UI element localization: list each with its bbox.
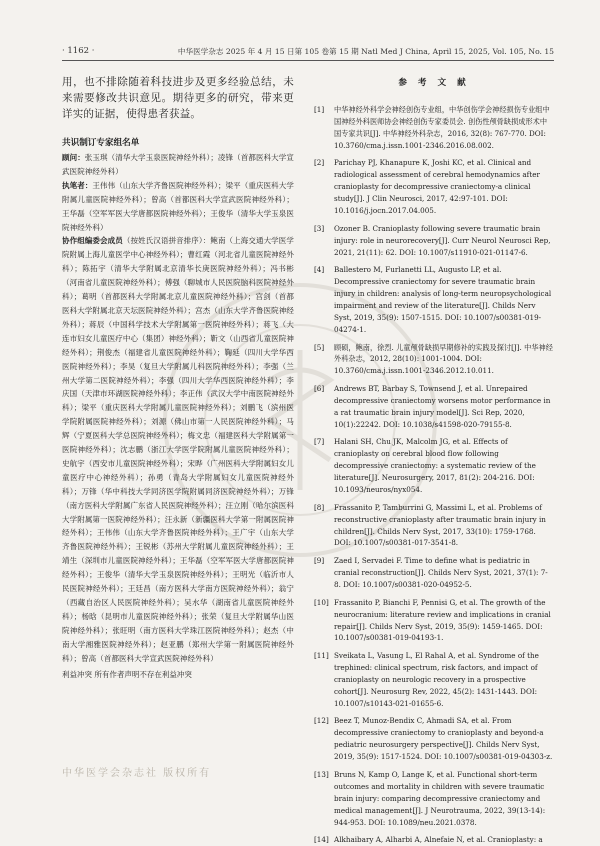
reference-number: [12] <box>314 716 329 726</box>
reference-item <box>314 502 554 550</box>
reference-item <box>314 555 554 591</box>
writer-list <box>62 179 294 235</box>
reference-item <box>314 436 554 496</box>
reference-text: Alkhaibary A, Alharbi A, Alnefaie N, et al. Cranioplasty: a <box>334 835 543 845</box>
reference-item <box>314 715 554 763</box>
references-column <box>314 74 554 845</box>
writer-names: 王伟伟（山东大学齐鲁医院神经外科）；梁平（重庆医科大学附属儿童医院神经外科）；曾高（首都医科大学宣武医院神经外科）；王华磊（空军军医大学唐都医院神经外科）；王俊华（清华大学玉泉医院神经外科） <box>62 180 294 232</box>
reference-number: [4] <box>314 265 325 275</box>
reference-text: Frassanito P, Tamburrini G, Massimi L, et al. Problems of reconstructive cranioplasty after traumatic brain injury in children[J]. Childs Nerv Syst, 2017, 33(10): 1759-1768. DOI: 10.1007/s00381-017-3541-8. <box>334 502 546 548</box>
reference-text: 顾硕，鲍南，徐烈. 儿童颅骨缺损早期修补的实践及探讨[J]. 中华神经外科杂志，2012, 28(10): 1001-1004. DOI: 10.3760/cma.j.issn.1001-2346.2012.10.011. <box>334 342 553 376</box>
reference-number: [5] <box>314 342 325 352</box>
reference-item <box>314 157 554 217</box>
writer-role-label: 执笔者： <box>62 180 93 190</box>
expert-group-title: 共识制订专家组名单 <box>62 138 140 148</box>
reference-number: [8] <box>314 502 325 512</box>
reference-number: [1] <box>314 105 325 114</box>
expert-list <box>62 151 294 179</box>
advisor-role-label: 顾问： <box>62 153 85 162</box>
reference-item <box>314 223 554 259</box>
reference-item <box>314 342 554 378</box>
reference-item <box>314 769 554 829</box>
reference-text: Bruns N, Kamp O, Lange K, et al. Functional short-term outcomes and mortality in children with severe traumatic brain injury: comparing decompressive craniectomy and medical management[J]. J Neurotrauma, 2022, 39(13-14): 944-953. DOI: 10.1089/neu.2021.0378. <box>334 769 546 827</box>
reference-text: Ballestero M, Furlanetti LL, Augusto LP, et al. Decompressive craniectomy for severe traumatic brain injury in children: analysis of long-term neuropsychological impairment and review of the literature[J]. Childs Nerv Syst, 2019, 35(9): 1507-1515. DOI: 10.1007/s00381-019-04274-1. <box>334 265 552 334</box>
references-title: 参 考 文 献 <box>398 78 470 88</box>
reference-item <box>314 597 554 645</box>
reference-text: Parichay PJ, Khanapure K, Joshi KC, et al. Clinical and radiological assessment of cerebral hemodynamics after cranioplasty for decompressive craniectomy-a clinical study[J]. J Clin Neurosci, 2017, 42:97-101. DOI: 10.1016/j.jocn.2017.04.005. <box>334 158 540 216</box>
reference-number: [13] <box>314 769 329 779</box>
reference-text: 中华神经外科学会神经创伤专业组，中华创伤学会神经损伤专业组中国神经外科医师协会神经创伤专家委员会. 创伤性颅骨缺损成形术中国专家共识[J]. 中华神经外科杂志，2016, 32(8): 767-770. DOI: 10.3760/cma.j.issn.1001-2346.2016.08.002. <box>334 105 550 150</box>
page-number: · 1162 · <box>62 46 95 56</box>
reference-item <box>314 834 554 846</box>
reference-text: Zaed I, Servadei F. Time to define what is pediatric in cranial reconstruction[J]. Childs Nerv Syst, 2021, 37(1): 7-8. DOI: 10.1007/s00381-020-04952-5. <box>334 556 548 589</box>
reference-number: [11] <box>314 651 329 661</box>
reference-item <box>314 264 554 335</box>
reference-number: [6] <box>314 384 325 394</box>
reference-list <box>314 104 554 846</box>
reference-item <box>314 383 554 431</box>
reference-text: Ozoner B. Cranioplasty following severe traumatic brain injury: role in neurorecovery[J]. Curr Neurol Neurosci Rep, 2021, 21(11): 62. DOI: 10.1007/s11910-021-01147-6. <box>334 223 551 257</box>
closing-paragraph: 用，也不排除随着科技进步及更多经验总结，未来需要修改共识意见。期待更多的研究，带来更详实的证据，使得患者获益。 <box>62 76 294 120</box>
member-role-label: 协作组编委会成员 <box>62 236 123 246</box>
member-names: （按姓氏汉语拼音排序）：鲍南（上海交通大学医学院附属上海儿童医学中心神经外科）；曹红霞（河北省儿童医院神经外科）；陈拓宇（清华大学附属北京清华长庚医院神经外科）；冯书彬（河南省儿童医院神经外科）；傅强（聊城市人民医院脑科医院神经外科）；葛明（首都医科大学附属北京儿童医院神经外科）；宫剑（首都医科大学附属北京天坛医院神经外科）；宫杰（山东大学齐鲁医院神经外科）；蒋辰（中国科学技术大学附属第一医院神经外科）；蒋飞（大连市妇女儿童医疗中心（集团）神经外科）；靳文（山西省儿童医院神经外科）；荆俊杰（福建省儿童医院神经外科）；鞠延（四川大学华西医院神经外科）；李昊（复旦大学附属儿科医院神经外科）；李强（兰州大学第二医院神经外科）；李强（四川大学华西医院神经外科）；李庆国（天津市环湖医院神经外科）；李正伟（武汉大学中南医院神经外科）；梁平（重庆医科大学附属儿童医院神经外科）；刘鹏飞（滨州医学院附属医院神经外科）；刘源（佛山市第一人民医院神经外科）；马辉（宁夏医科大学总医院神经外科）；梅文忠（福建医科大学附属第一医院神经外科）；沈志鹏（浙江大学医学院附属儿童医院神经外科）；史航宇（西安市儿童医院神经外科）；宋晔（广州医科大学附属妇女儿童医疗中心神经外科）；孙勇（青岛大学附属妇女儿童医院神经外科）；万锋（华中科技大学同济医学院附属同济医院神经外科）；万锋（南方医科大学附属广东省人民医院神经外科）；汪立刚（哈尔滨医科大学附属第一医院神经外科）；汪永新（新疆医科大学第一附属医院神经外科）；王伟伟（山东大学齐鲁医院神经外科）；王广宇（山东大学齐鲁医院神经外科）；王锐彬（苏州大学附属儿童医院神经外科）；王靖生（深圳市儿童医院神经外科）；王华磊（空军军医大学唐都医院神经外科）；王俊华（清华大学玉泉医院神经外科）；王明光（临沂市人民医院神经外科）；王廷昌（南方医科大学南方医院神经外科）；翁宁（西藏自治区人民医院神经外科）；吴水华（湖南省儿童医院神经外科）；杨晗（昆明市儿童医院神经外科）；张荣（复旦大学附属华山医院神经外科）；张旺明（南方医科大学珠江医院神经外科）；赵杰（中南大学湘雅医院神经外科）；赵亚鹏（郑州大学第一附属医院神经外科）；曾高（首都医科大学宣武医院神经外科） <box>62 236 294 663</box>
left-column <box>62 74 294 764</box>
reference-number: [7] <box>314 437 325 447</box>
reference-text: Frassanito P, Bianchi F, Pennisi G, et al. The growth of the neurocranium: literature review and implications in cranial repair[J]. Childs Nerv Syst, 2019, 35(9): 1459-1465. DOI: 10.1007/s00381-019-04193-1. <box>334 597 551 643</box>
member-list <box>62 234 294 665</box>
reference-text: Sveikata L, Vasung L, El Rahal A, et al. Syndrome of the trephined: clinical spectrum, risk factors, and impact of cranioplasty on neurologic recovery in a prospective cohort[J]. Neurosurg Rev, 2022, 45(2): 1431-1443. DOI: 10.1007/s10143-021-01655-6. <box>334 651 539 708</box>
header-divider <box>62 60 554 61</box>
advisor-names: 张玉琪（清华大学玉泉医院神经外科）；凌锋（首都医科大学宣武医院神经外科） <box>62 153 294 176</box>
reference-number: [10] <box>314 597 329 607</box>
reference-number: [14] <box>314 835 329 845</box>
reference-item <box>314 104 554 152</box>
reference-text: Beez T, Munoz-Bendix C, Ahmadi SA, et al. From decompressive craniectomy to cranioplasty and beyond-a pediatric neurosurgery perspective[J]. Childs Nerv Syst, 2019, 35(9): 1517-1524. DOI: 10.1007/s00381-019-04303-z. <box>334 716 553 762</box>
page-header <box>0 0 600 62</box>
reference-item <box>314 650 554 710</box>
reference-number: [3] <box>314 223 325 233</box>
reference-number: [2] <box>314 158 325 168</box>
reference-number: [9] <box>314 556 325 566</box>
journal-citation-line: 中华医学杂志 2025 年 4 月 15 日第 105 卷第 15 期 Natl Med J China, April 15, 2025, Vol. 105, No. 15 <box>177 47 554 56</box>
conflict-of-interest: 利益冲突 所有作者声明不存在利益冲突 <box>62 669 192 679</box>
reference-text: Halani SH, Chu JK, Malcolm JG, et al. Effects of cranioplasty on cerebral blood flow following decompressive craniectomy: a systematic review of the literature[J]. Neurosurgery, 2017, 81(2): 204-216. DOI: 10.1093/neuros/nyx054. <box>334 437 536 495</box>
reference-text: Andrews BT, Barbay S, Townsend J, et al. Unrepaired decompressive craniectomy worsens motor performance in a rat traumatic brain injury model[J]. Sci Rep, 2020, 10(1):22242. DOI: 10.1038/s41598-020-79155-8. <box>334 384 551 429</box>
footer-watermark: 中华医学会杂志社 版权所有 <box>62 768 212 779</box>
